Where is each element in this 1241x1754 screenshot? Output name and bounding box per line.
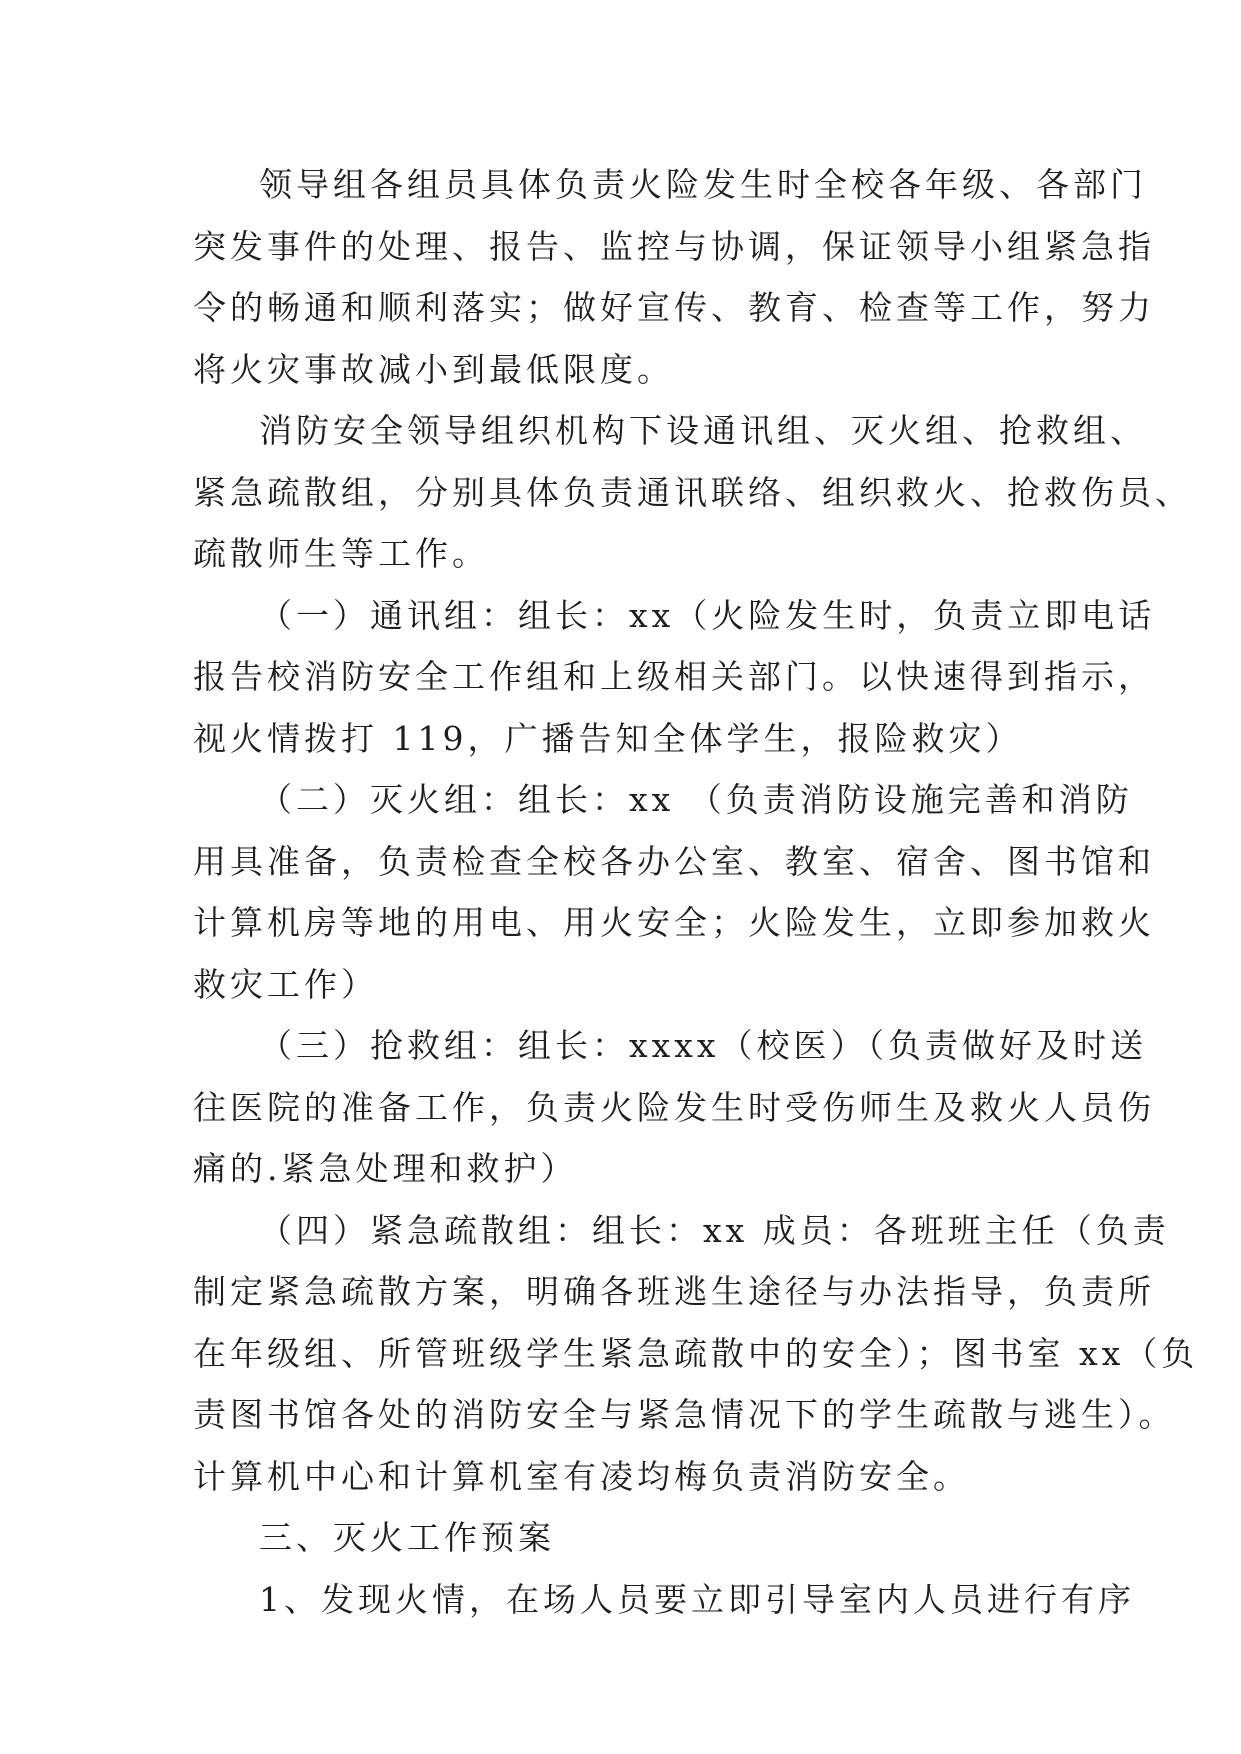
text-line: 往医院的准备工作，负责火险发生时受伤师生及救火人员伤	[193, 1087, 1155, 1127]
text-line: （三）抢救组：组长：xxxx（校医）（负责做好及时送	[259, 1026, 1147, 1065]
paragraph-leadership-duties	[193, 154, 1155, 400]
text-line: （一）通讯组：组长：xx（火险发生时，负责立即电话	[259, 595, 1156, 635]
text-line: 令的畅通和顺利落实；做好宣传、教育、检查等工作，努力	[193, 288, 1155, 327]
text-line: 疏散师生等工作。	[193, 534, 489, 573]
text-line: （二）灭火组：组长：xx （负责消防设施完善和消防	[259, 780, 1133, 819]
text-line: 领导组各组员具体负责火险发生时全校各年级、各部门	[259, 165, 1147, 204]
text-line: 用具准备，负责检查全校各办公室、教室、宿舍、图书馆和	[193, 841, 1155, 881]
text-line: 制定紧急疏散方案，明确各班逃生途径与办法指导，负责所	[193, 1272, 1155, 1311]
document-body	[193, 154, 1199, 1630]
text-line: 视火情拨打 119，广播告知全体学生，报险救灾）	[193, 718, 1023, 758]
text-line: 三、灭火工作预案	[259, 1518, 555, 1557]
paragraph-organization	[193, 400, 1192, 585]
text-line: 救灾工作）	[193, 964, 378, 1004]
text-line: 紧急疏散组，分别具体负责通讯联络、组织救火、抢救伤员、	[193, 472, 1192, 512]
paragraph-firefighting-group	[193, 769, 1155, 1015]
text-line: 将火灾事故减小到最低限度。	[193, 349, 674, 389]
paragraph-evacuation-group	[193, 1200, 1199, 1508]
text-line: 1、发现火情，在场人员要立即引导室内人员进行有序	[259, 1579, 1135, 1619]
paragraph-communication-group	[193, 585, 1156, 770]
text-line: 报告校消防安全工作组和上级相关部门。以快速得到指示，	[193, 657, 1155, 696]
paragraph-plan-step-1	[193, 1569, 1135, 1631]
section-heading-firefighting-plan	[193, 1507, 1053, 1569]
text-line: （四）紧急疏散组：组长：xx 成员：各班班主任（负责	[259, 1210, 1170, 1250]
paragraph-rescue-group	[193, 1015, 1155, 1200]
text-line: 痛的.紧急处理和救护）	[193, 1149, 578, 1188]
text-line: 计算机房等地的用电、用火安全；火险发生，立即参加救火	[193, 903, 1155, 942]
text-line: 在年级组、所管班级学生紧急疏散中的安全）；图书室 xx（负	[193, 1333, 1199, 1373]
text-line: 计算机中心和计算机室有凌均梅负责消防安全。	[193, 1456, 970, 1496]
text-line: 突发事件的处理、报告、监控与协调，保证领导小组紧急指	[193, 226, 1155, 266]
text-line: 责图书馆各处的消防安全与紧急情况下的学生疏散与逃生）。	[193, 1395, 1176, 1434]
text-line: 消防安全领导组织机构下设通讯组、灭火组、抢救组、	[259, 411, 1147, 450]
